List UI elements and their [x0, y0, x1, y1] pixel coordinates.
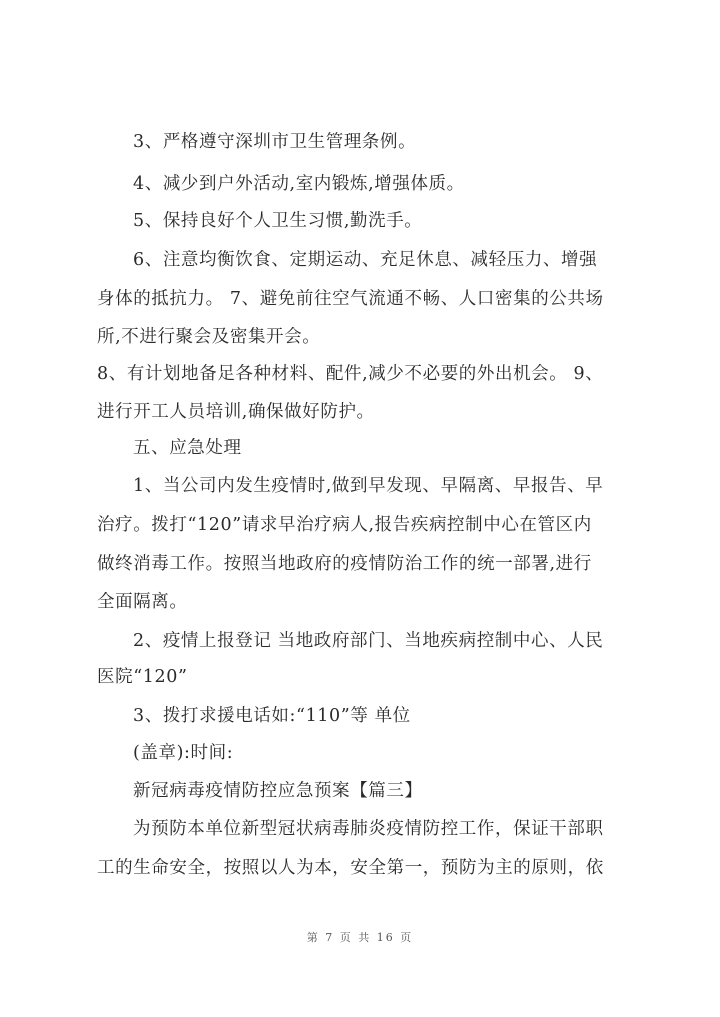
page-number-footer: 第 7 页 共 16 页 [306, 931, 414, 944]
paragraph-line: 8、有计划地备足各种材料、配件,减少不必要的外出机会。 9、 [97, 364, 604, 384]
paragraph-line: 6、注意均衡饮食、定期运动、充足休息、减轻压力、增强 [133, 250, 598, 270]
paragraph-line: 工的生命安全，按照以人为本，安全第一，预防为主的原则，依 [97, 858, 604, 878]
paragraph-line: 为预防本单位新型冠状病毒肺炎疫情防控工作，保证干部职 [133, 819, 604, 839]
paragraph-line: 所,不进行聚会及密集开会。 [97, 327, 321, 347]
paragraph-line: 3、严格遵守深圳市卫生管理条例。 [133, 132, 417, 152]
paragraph-line: 治疗。拨打“120”请求早治疗病人,报告疾病控制中心在管区内 [97, 515, 592, 535]
paragraph-line: 进行开工人员培训,确保做好防护。 [97, 402, 375, 422]
section-heading: 五、应急处理 [133, 438, 242, 458]
section-title: 新冠病毒疫情防控应急预案【篇三】 [133, 781, 423, 801]
paragraph-line: 4、减少到户外活动,室内锻炼,增强体质。 [133, 174, 465, 194]
paragraph-line: 做终消毒工作。按照当地政府的疫情防治工作的统一部署,进行 [97, 554, 592, 574]
paragraph-line: 2、疫情上报登记 当地政府部门、当地疾病控制中心、人民 [133, 631, 604, 651]
paragraph-line: 医院“120” [97, 667, 188, 687]
paragraph-line: 3、拨打求援电话如:“110”等 单位 [133, 706, 411, 726]
paragraph-line: 1、当公司内发生疫情时,做到早发现、早隔离、早报告、早 [133, 476, 604, 496]
paragraph-line: (盖章):时间: [133, 743, 234, 763]
paragraph-line: 身体的抵抗力。 7、避免前往空气流通不畅、人口密集的公共场 [97, 289, 604, 309]
paragraph-line: 5、保持良好个人卫生习惯,勤洗手。 [133, 211, 423, 231]
paragraph-line: 全面隔离。 [97, 592, 188, 612]
